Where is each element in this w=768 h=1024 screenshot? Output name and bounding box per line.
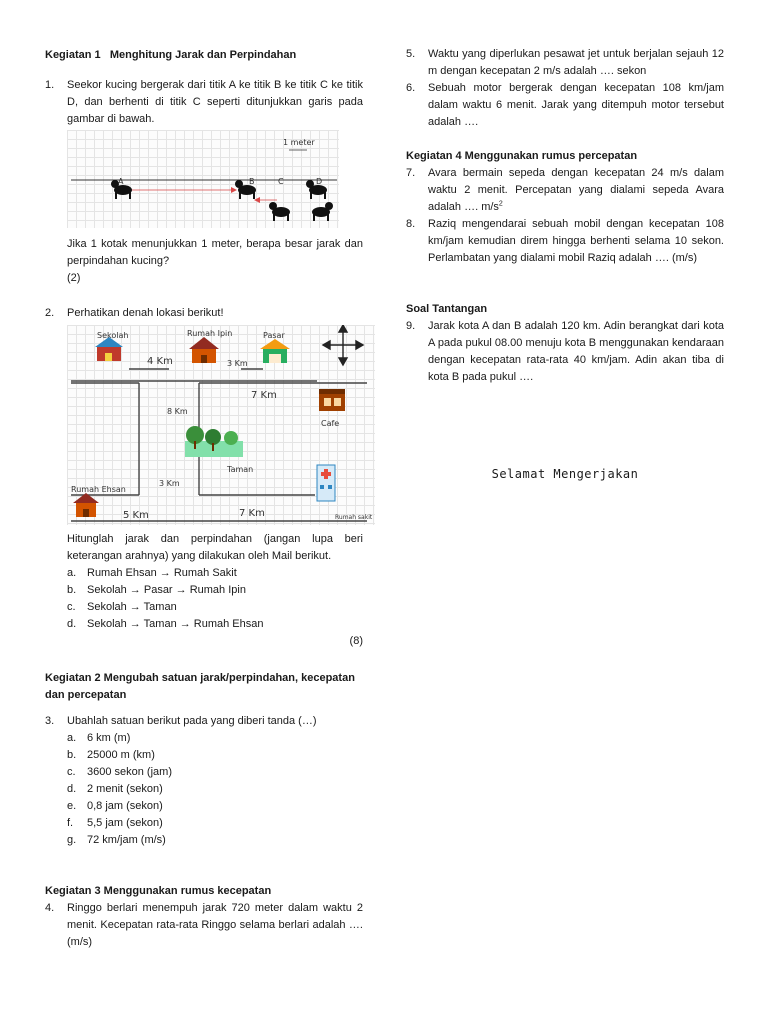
question-8 (406, 216, 724, 267)
question-1-prompt: Jika 1 kotak menunjukkan 1 meter, berapa besar jarak dan perpindahan kucing? (2) (67, 238, 363, 284)
list-item: g. 72 km/jam (m/s) (67, 834, 166, 846)
question-text: Jarak kota A dan B adalah 120 km. Adin berangkat dari kota A pada pukul 08.00 menuju kota B menggunakan kendaraan dengan kecepatan rata-rata 40 km/jam. Adin akan tiba di kota B pada pukul …. (428, 320, 724, 383)
cafe-icon (319, 389, 345, 411)
question-4 (45, 900, 363, 951)
cat-end-icon (312, 202, 333, 221)
list-item: e. 0,8 jam (sekon) (67, 800, 163, 812)
list-item: b. 25000 m (km) (67, 749, 155, 761)
question-2 (45, 305, 363, 322)
question-1 (45, 77, 363, 128)
question-3 (45, 713, 363, 730)
distance-bottom-right: 7 Km (239, 508, 265, 519)
hospital-icon (317, 465, 335, 501)
question-text: Seekor kucing bergerak dari titik A ke titik B ke titik C ke titik D, dan berhenti di titik C seperti ditunjukkan garis pada gambar di bawah. (67, 79, 363, 125)
kegiatan4-heading: Kegiatan 4 Menggunakan rumus percepatan (406, 150, 638, 162)
question-6 (406, 80, 724, 131)
label-rumah-ipin: Rumah Ipin (187, 329, 233, 338)
distance-vertical-ehsan: 3 Km (159, 479, 180, 488)
closing-message: Selamat Mengerjakan (491, 467, 639, 481)
tantangan-heading: Soal Tantangan (406, 303, 488, 315)
question-text: Perhatikan denah lokasi berikut! (67, 307, 224, 319)
question-number: 2. (45, 307, 55, 319)
point-a-label: A (118, 177, 124, 186)
question-number: 8. (406, 218, 416, 230)
scale-label: 1 meter (283, 138, 315, 147)
point-c-label: C (278, 177, 284, 186)
question-text: Avara bermain sepeda dengan kecepatan 24 m/s dalam waktu 2 menit. Percepatan yang dialami sepeda Avara adalah …. $m/s^2$ (428, 167, 724, 213)
label-taman: Taman (227, 465, 254, 474)
right-column (406, 46, 724, 483)
list-item: a. Rumah Ehsan → Rumah Sakit (67, 567, 237, 579)
question-3-items (45, 730, 363, 849)
question-number: 6. (406, 82, 416, 94)
question-text: Raziq mengendarai sebuah mobil dengan kecepatan 108 km/jam kemudian direm hingga berhenti selama 10 sekon. Perlambatan yang dialami mobil Raziq adalah …. (m/s) (428, 218, 724, 264)
question-number: 4. (45, 902, 55, 914)
label-pasar: Pasar (263, 331, 285, 340)
compass-icon (323, 325, 363, 365)
distance-vertical-left: 8 Km (167, 407, 188, 416)
list-item: c. 3600 sekon (jam) (67, 766, 172, 778)
question-2-items (45, 565, 363, 633)
question-7 (406, 165, 724, 216)
point-b-label: B (249, 177, 255, 186)
distance-ipin-pasar: 3 Km (227, 359, 248, 368)
question-2-score: (8) (349, 635, 363, 647)
location-map (67, 325, 375, 525)
question-1-score: (2) (67, 272, 81, 284)
label-rumah-sakit: Rumah sakit (335, 514, 373, 521)
list-item: d. Sekolah → Taman → Rumah Ehsan (67, 618, 264, 630)
park-icon (185, 426, 243, 457)
distance-pasar-cafe: 7 Km (251, 390, 277, 401)
question-text: Waktu yang diperlukan pesawat jet untuk berjalan sejauh 12 m dengan kecepatan 2 m/s adalah …. sekon (428, 48, 724, 77)
label-sekolah: Sekolah (97, 331, 129, 340)
list-item: b. Sekolah → Pasar → Rumah Ipin (67, 584, 246, 596)
distance-bottom-left: 5 Km (123, 510, 149, 521)
question-number: 3. (45, 715, 55, 727)
label-cafe: Cafe (321, 419, 340, 428)
kegiatan2-heading: Kegiatan 2 Mengubah satuan jarak/perpindahan, kecepatan dan percepatan (45, 672, 355, 701)
cat-c-icon (269, 202, 290, 221)
kegiatan1-heading: Kegiatan 1 Menghitung Jarak dan Perpindahan (45, 49, 297, 61)
label-rumah-ehsan: Rumah Ehsan (71, 485, 126, 494)
list-item: a. 6 km (m) (67, 732, 131, 744)
question-9 (406, 318, 724, 386)
question-text: Ringgo berlari menempuh jarak 720 meter dalam waktu 2 menit. Kecepatan rata-rata Ringgo selama berlari adalah …. (m/s) (67, 902, 363, 948)
list-item: d. 2 menit (sekon) (67, 783, 163, 795)
question-number: 1. (45, 79, 55, 91)
question-number: 7. (406, 167, 416, 179)
kegiatan3-heading: Kegiatan 3 Menggunakan rumus kecepatan (45, 885, 272, 897)
question-number: 9. (406, 320, 416, 332)
question-text: Ubahlah satuan berikut pada yang diberi tanda (…) (67, 715, 317, 727)
question-5 (406, 46, 724, 80)
question-number: 5. (406, 48, 416, 60)
left-column (45, 44, 373, 951)
distance-sekolah-ipin: 4 Km (147, 356, 173, 367)
point-d-label: D (316, 177, 323, 186)
question-text: Sebuah motor bergerak dengan kecepatan 108 km/jam dalam waktu 6 menit. Jarak yang ditempuh motor tersebut adalah …. (428, 82, 724, 128)
question-2-instruction: Hitunglah jarak dan perpindahan (jangan lupa beri keterangan arahnya) yang dilakukan oleh Mail berikut. (67, 533, 363, 562)
cat-movement-figure (67, 130, 339, 228)
list-item: c. Sekolah → Taman (67, 601, 177, 613)
list-item: f. 5,5 jam (sekon) (67, 817, 163, 829)
red-arrowhead (231, 187, 237, 193)
